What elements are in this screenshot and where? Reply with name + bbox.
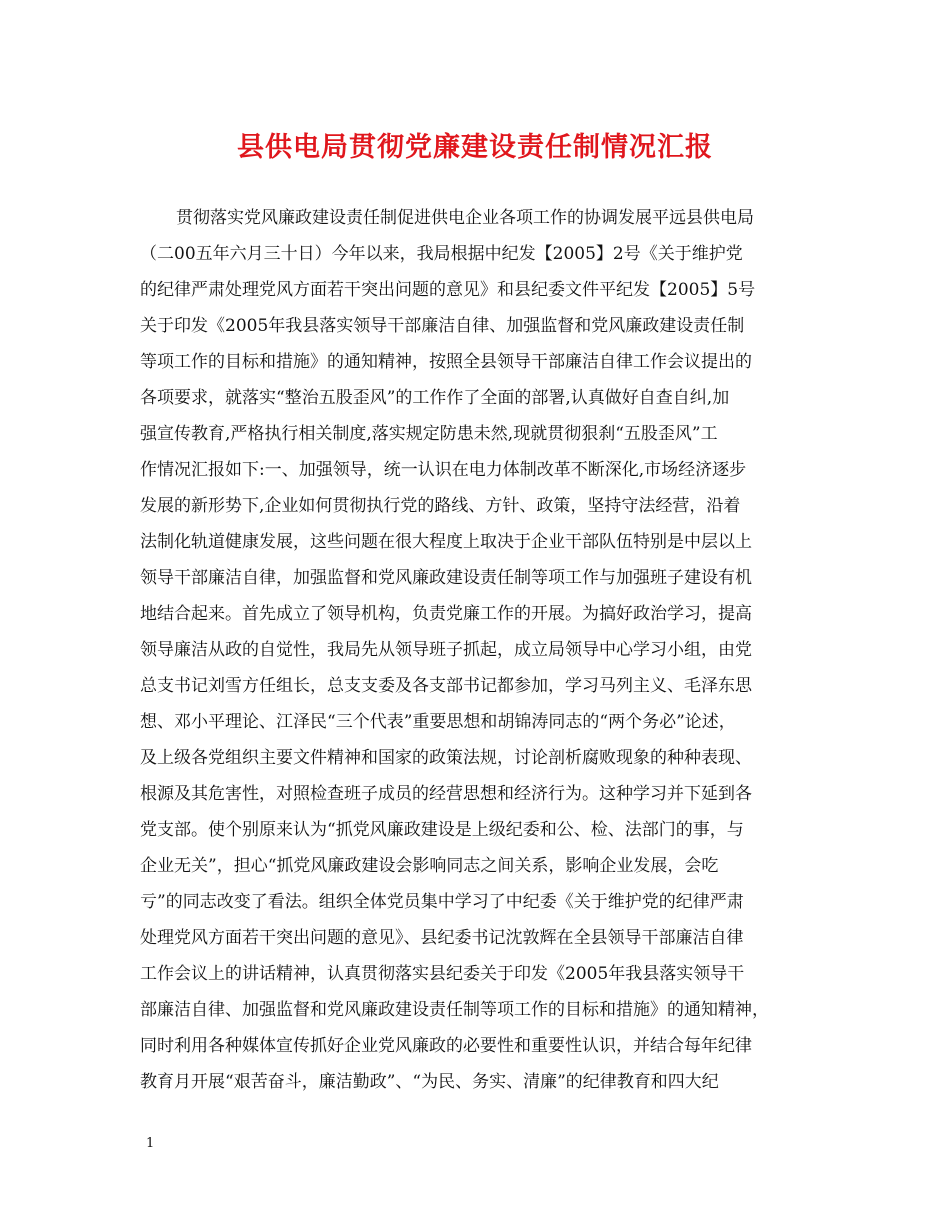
body-line: 贯彻落实党风廉政建设责任制促进供电企业各项工作的协调发展平远县供电局 [176,208,754,228]
body-line: 的纪律严肃处理党风方面若干突出问题的意见》和县纪委文件平纪发【2005】5号 [140,280,756,300]
document-title: 县供电局贯彻党廉建设责任制情况汇报 [237,132,713,163]
body-line: 部廉洁自律、加强监督和党风廉政建设责任制等项工作的目标和措施》的通知精神， [140,1000,769,1020]
body-line: 想、邓小平理论、江泽民“三个代表”重要思想和胡锦涛同志的“两个务必”论述， [140,712,736,732]
body-line: 领导廉洁从政的自觉性，我局先从领导班子抓起，成立局领导中心学习小组，由党 [140,640,752,660]
body-line: 关于印发《2005年我县落实领导干部廉洁自律、加强监督和党风廉政建设责任制 [140,316,745,336]
body-line: 法制化轨道健康发展，这些问题在很大程度上取决于企业干部队伍特别是中层以上 [140,532,752,552]
body-line: 作情况汇报如下:一、加强领导，统一认识在电力体制改革不断深化,市场经济逐步 [140,460,747,480]
body-line: 发展的新形势下,企业如何贯彻执行党的路线、方针、政策，坚持守法经营，沿着 [140,496,741,516]
body-paragraph [140,200,830,1100]
body-line: 各项要求，就落实“整治五股歪风”的工作作了全面的部署,认真做好自查自纠,加 [140,388,730,408]
body-line: 地结合起来。首先成立了领导机构，负责党廉工作的开展。为搞好政治学习，提高 [140,604,752,624]
body-line: （二00五年六月三十日）今年以来，我局根据中纪发【2005】2号《关于维护党 [140,244,743,264]
body-line: 领导干部廉洁自律，加强监督和党风廉政建设责任制等项工作与加强班子建设有机 [140,568,752,588]
body-line: 及上级各党组织主要文件精神和国家的政策法规，讨论剖析腐败现象的种种表现、 [140,748,752,768]
body-line: 亏”的同志改变了看法。组织全体党员集中学习了中纪委《关于维护党的纪律严肃 [140,892,744,912]
page-number: 1 [146,1136,155,1151]
body-line: 根源及其危害性，对照检查班子成员的经营思想和经济行为。这种学习并下延到各 [140,784,752,804]
body-line: 处理党风方面若干突出问题的意见》、县纪委书记沈敦辉在全县领导干部廉洁自律 [140,928,744,948]
body-line: 党支部。使个别原来认为“抓党风廉政建设是上级纪委和公、检、法部门的事，与 [140,820,744,840]
body-line: 总支书记刘雪方任组长，总支支委及各支部书记都参加，学习马列主义、毛泽东思 [140,676,752,696]
body-line: 企业无关”，担心“抓党风廉政建设会影响同志之间关系，影响企业发展，会吃 [140,856,719,876]
body-line: 强宣传教育,严格执行相关制度,落实规定防患未然,现就贯彻狠刹“五股歪风”工 [140,424,718,444]
body-line: 教育月开展“艰苦奋斗，廉洁勤政”、“为民、务实、清廉”的纪律教育和四大纪 [140,1072,719,1092]
body-line: 同时利用各种媒体宣传抓好企业党风廉政的必要性和重要性认识，并结合每年纪律 [140,1036,752,1056]
body-line: 等项工作的目标和措施》的通知精神，按照全县领导干部廉洁自律工作会议提出的 [140,352,752,372]
body-line: 工作会议上的讲话精神，认真贯彻落实县纪委关于印发《2005年我县落实领导干 [140,964,745,984]
